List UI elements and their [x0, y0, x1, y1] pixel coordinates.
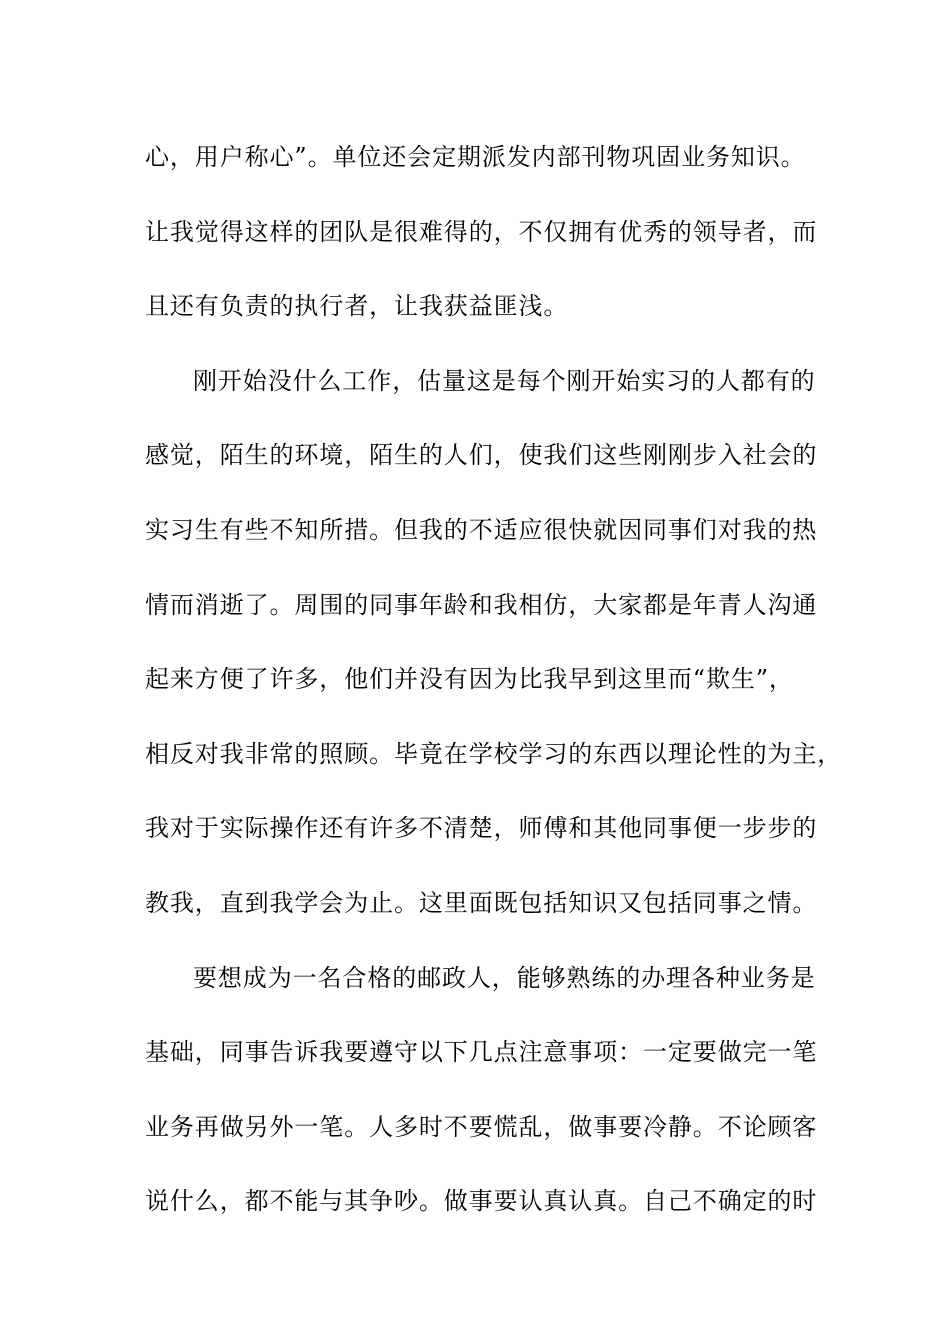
text-line: 教我，直到我学会为止。这里面既包括知识又包括同事之情。	[145, 888, 818, 917]
text-line: 起来方便了许多，他们并没有因为比我早到这里而“欺生”，	[145, 665, 794, 694]
paragraph-start-line: 要想成为一名合格的邮政人，能够熟练的办理各种业务是	[193, 963, 816, 992]
text-line: 且还有负责的执行者，让我获益匪浅。	[145, 292, 569, 321]
paragraph-start-line: 刚开始没什么工作，估量这是每个刚开始实习的人都有的	[193, 366, 816, 395]
text-line: 感觉，陌生的环境，陌生的人们，使我们这些刚刚步入社会的	[145, 441, 818, 470]
text-line: 说什么，都不能与其争吵。做事要认真认真。自己不确定的时	[145, 1187, 818, 1216]
text-line: 基础，同事告诉我要遵守以下几点注意事项：一定要做完一笔	[145, 1038, 818, 1067]
text-line: 情而消逝了。周围的同事年龄和我相仿，大家都是年青人沟通	[145, 590, 818, 619]
text-line: 实习生有些不知所措。但我的不适应很快就因同事们对我的热	[145, 515, 818, 544]
text-line: 让我觉得这样的团队是很难得的，不仅拥有优秀的领导者，而	[145, 217, 818, 246]
document-body	[145, 132, 843, 1251]
text-line: 心，用户称心”。单位还会定期派发内部刊物巩固业务知识。	[145, 143, 806, 171]
text-line: 相反对我非常的照顾。毕竟在学校学习的东西以理论性的为主，	[145, 739, 843, 768]
text-line: 业务再做另外一笔。人多时不要慌乱，做事要冷静。不论顾客	[145, 1112, 818, 1141]
text-line: 我对于实际操作还有许多不清楚，师傅和其他同事便一步步的	[145, 814, 818, 843]
